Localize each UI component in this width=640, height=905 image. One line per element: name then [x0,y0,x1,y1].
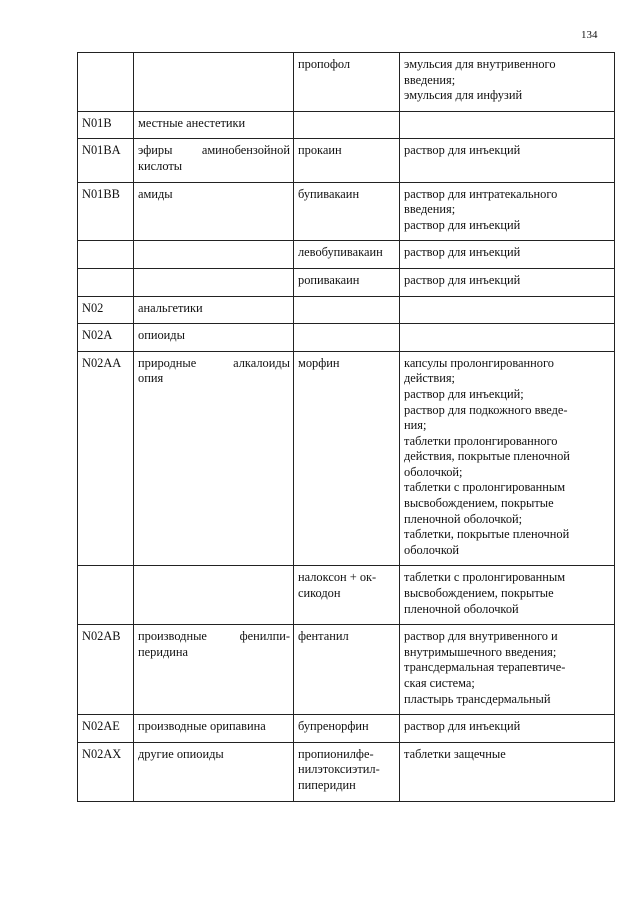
dosage-forms-line: пленочной оболочкой; [404,511,523,526]
dosage-forms-line: высвобождением, покрытые [404,496,554,511]
table-body [78,53,615,802]
inn-line: прокаин [298,143,342,158]
group-cell [134,566,294,625]
dosage-forms-line: таблетки с пролонгированным [404,480,566,495]
dosage-forms-line: пленочной оболочкой [404,601,519,616]
inn-cell [294,53,400,112]
inn-cell [294,625,400,715]
atc-code-cell [78,268,134,296]
group-line: опия [138,371,164,386]
dosage-forms-cell [400,53,615,112]
dosage-forms-line: раствор для инъекций [404,719,521,734]
inn-line: пиперидин [298,777,356,792]
dosage-forms-line: действия, покрытые пленочной [404,449,570,464]
table-row [78,111,615,139]
table-row [78,351,615,566]
dosage-forms-line: высвобождением, покрытые [404,586,554,601]
atc-code-cell: N01BA [78,139,134,182]
group-line: кислоты [138,158,183,173]
group-line: анальгетики [138,300,203,315]
inn-line: налоксон + ок- [298,570,377,585]
inn-line: пропионилфе- [298,746,374,761]
inn-line: бупивакаин [298,186,360,201]
drug-table [77,52,615,802]
inn-line: ропивакаин [298,272,360,287]
atc-code-cell [78,241,134,269]
dosage-forms-line: раствор для интратекального [404,186,558,201]
inn-line: пропофол [298,57,351,71]
group-line: эфиры аминобензойной [138,143,290,158]
dosage-forms-cell [400,742,615,801]
group-cell [134,625,294,715]
table-row [78,241,615,269]
atc-code-cell: N02AE [78,715,134,743]
group-cell [134,111,294,139]
dosage-forms-line: раствор для инъекций [404,245,521,260]
table-row [78,625,615,715]
group-cell [134,182,294,241]
dosage-forms-cell [400,715,615,743]
group-cell [134,324,294,352]
atc-code-cell: N02AA [78,351,134,566]
table-row [78,139,615,182]
inn-cell [294,182,400,241]
dosage-forms-cell [400,296,615,324]
group-cell [134,268,294,296]
group-cell [134,715,294,743]
dosage-forms-line: введения; [404,202,456,217]
dosage-forms-line: капсулы пролонгированного [404,355,554,370]
group-cell [134,351,294,566]
inn-cell [294,296,400,324]
inn-cell [294,111,400,139]
atc-code-cell: N01B [78,111,134,139]
group-line: опиоиды [138,328,185,343]
table-row [78,742,615,801]
dosage-forms-line: таблетки защечные [404,746,506,761]
table-row [78,715,615,743]
dosage-forms-line: таблетки с пролонгированным [404,570,566,585]
dosage-forms-cell [400,351,615,566]
table-row [78,53,615,112]
dosage-forms-line: раствор для инъекций [404,272,521,287]
dosage-forms-line: эмульсия для инфузий [404,88,523,103]
dosage-forms-cell [400,182,615,241]
inn-line: фентанил [298,629,349,644]
dosage-forms-line: раствор для инъекций [404,143,521,158]
group-line: производные орипавина [138,719,266,734]
table-row [78,182,615,241]
inn-line: бупренорфин [298,719,369,734]
dosage-forms-cell [400,139,615,182]
page-number: 134 [581,29,598,41]
group-line: перидина [138,644,189,659]
atc-code-cell: N02AX [78,742,134,801]
dosage-forms-line: эмульсия для внутривенного [404,57,556,71]
group-cell [134,53,294,112]
group-line: амиды [138,186,173,201]
table-row [78,296,615,324]
group-cell [134,139,294,182]
inn-cell [294,566,400,625]
dosage-forms-line: ния; [404,418,427,433]
dosage-forms-cell [400,111,615,139]
inn-cell [294,742,400,801]
dosage-forms-line: введения; [404,72,456,87]
atc-code-cell: N02A [78,324,134,352]
dosage-forms-line: раствор для внутривенного и [404,629,558,644]
dosage-forms-line: таблетки, покрытые пленочной [404,527,570,542]
dosage-forms-line: пластырь трансдермальный [404,691,551,706]
dosage-forms-line: раствор для инъекций; [404,386,524,401]
dosage-forms-line: ская система; [404,676,475,690]
dosage-forms-cell [400,625,615,715]
inn-cell [294,351,400,566]
table-row [78,566,615,625]
dosage-forms-line: таблетки пролонгированного [404,433,558,448]
inn-line: левобупивакаин [298,245,383,260]
inn-cell [294,268,400,296]
dosage-forms-line: оболочкой; [404,464,463,479]
dosage-forms-line: раствор для инъекций [404,217,521,232]
atc-code-cell [78,566,134,625]
dosage-forms-cell [400,268,615,296]
inn-line: морфин [298,355,340,370]
inn-line: нилэтоксиэтил- [298,762,380,777]
inn-cell [294,324,400,352]
inn-cell [294,715,400,743]
group-line: местные анестетики [138,115,246,130]
group-line: природные алкалоиды [138,355,290,370]
inn-line: сикодон [298,586,341,601]
atc-code-cell: N02 [78,296,134,324]
atc-code-cell: N02AB [78,625,134,715]
group-cell [134,241,294,269]
dosage-forms-line: внутримышечного введения; [404,644,557,659]
atc-code-cell: N01BB [78,182,134,241]
dosage-forms-line: оболочкой [404,542,460,557]
table-row [78,324,615,352]
dosage-forms-cell [400,241,615,269]
inn-cell [294,241,400,269]
dosage-forms-line: раствор для подкожного введе- [404,402,568,417]
dosage-forms-cell [400,566,615,625]
group-line: производные фенилпи- [138,629,290,644]
atc-code-cell [78,53,134,112]
dosage-forms-line: действия; [404,371,455,386]
dosage-forms-cell [400,324,615,352]
table-row [78,268,615,296]
dosage-forms-line: трансдермальная терапевтиче- [404,660,566,675]
group-line: другие опиоиды [138,746,224,761]
inn-cell [294,139,400,182]
group-cell [134,296,294,324]
group-cell [134,742,294,801]
